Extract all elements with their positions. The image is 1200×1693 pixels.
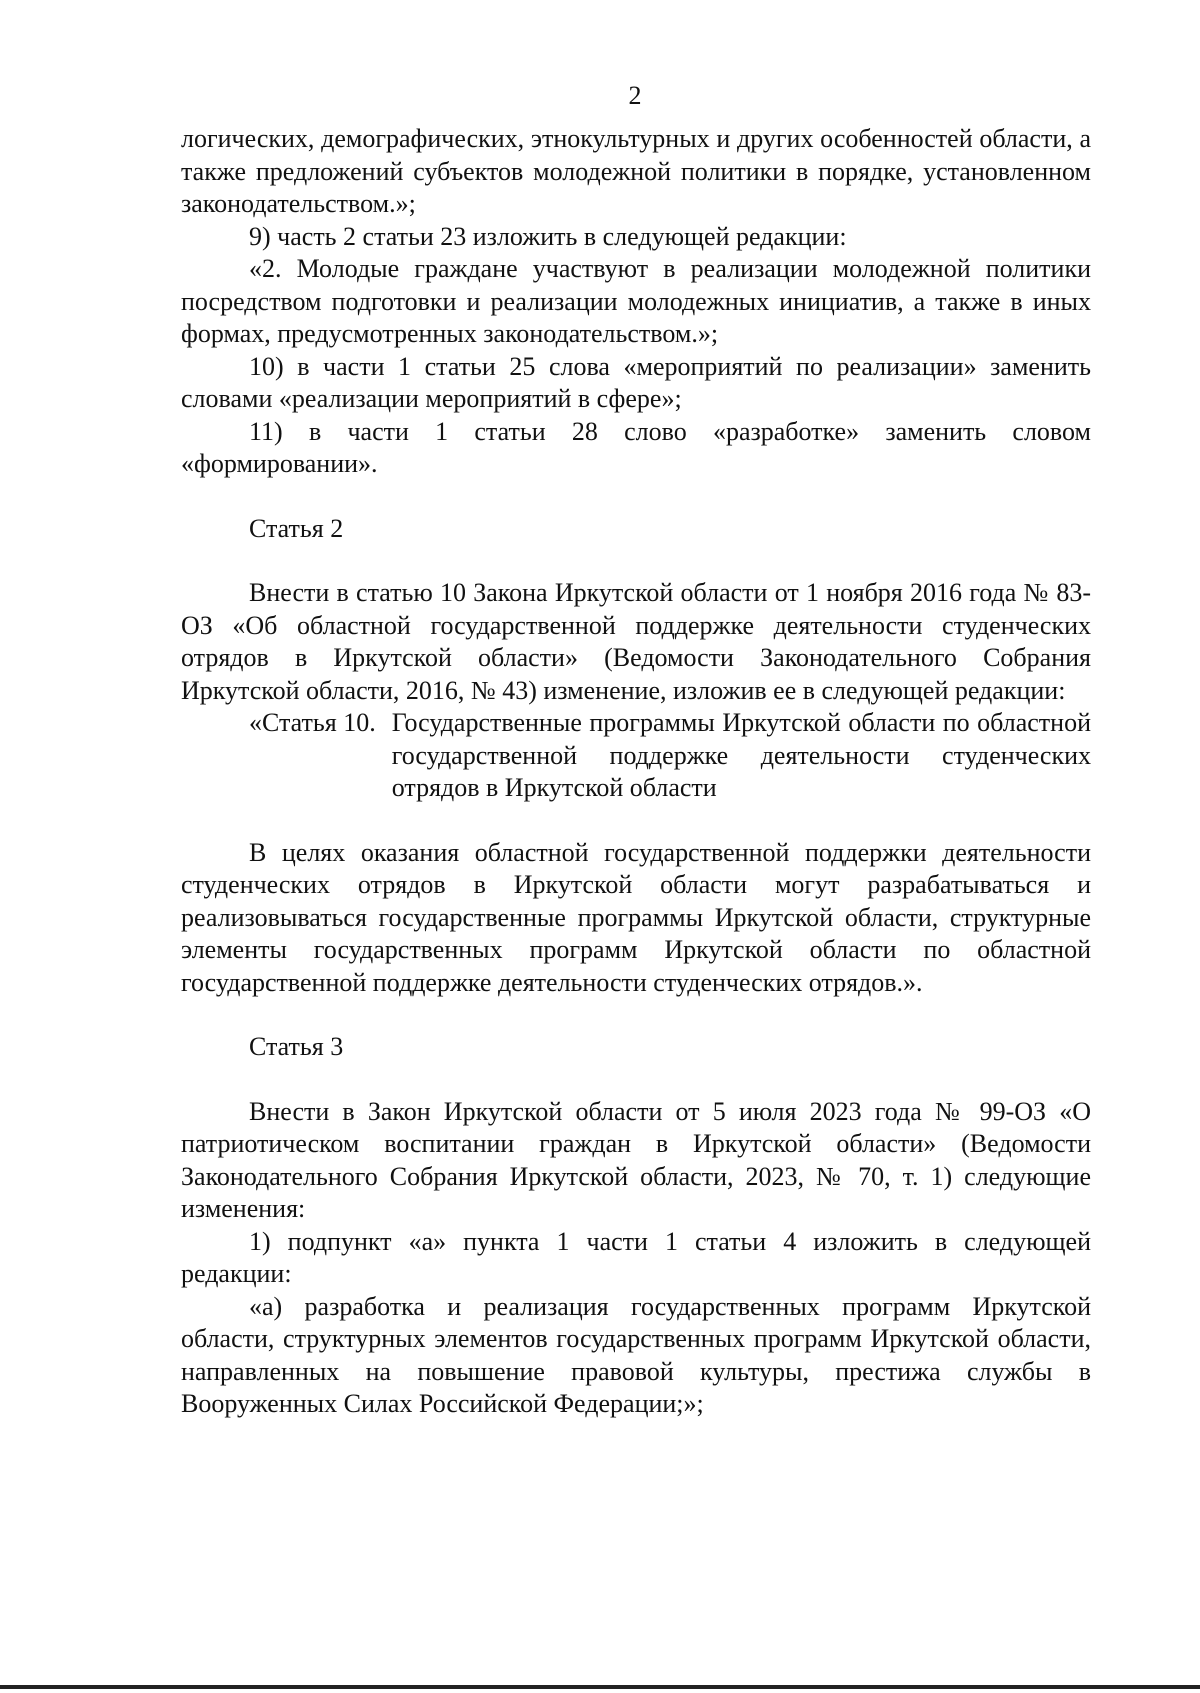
page-number: 2 [628,81,642,110]
paragraph-quote-part-2: «2. Молодые граждане участвуют в реализации молодежной политики посредством подготовки и реализации молодежных инициатив, а также в иных формах, предусмотренных законодательством.»; [181,254,1091,348]
document-body [181,123,1091,1421]
article-10-label: «Статья 10. [249,708,376,737]
paragraph-item-11: 11) в части 1 статьи 28 слово «разработке» заменить словом «формировании». [181,416,1091,478]
article-3-intro: Внести в Закон Иркутской области от 5 июля 2023 года № 99-ОЗ «О патриотическом воспитании граждан в Иркутской области» (Ведомости Законодательного Собрания Иркутской области, 2023, № 70, т. 1) следующие изменения: [181,1096,1091,1223]
article-3-heading: Статья 3 [249,1032,344,1061]
paragraph-item-9: 9) часть 2 статьи 23 изложить в следующей редакции: [249,221,847,251]
paragraph-item-10: 10) в части 1 статьи 25 слова «мероприятий по реализации» заменить словами «реализации мероприятий в сфере»; [181,351,1091,413]
article-10-body: В целях оказания областной государственной поддержки деятельности студенческих отрядов в Иркутской области могут разрабатываться и реализовываться государственные программы Иркутской области, структурные элементы государственных программ Иркутской области по областной государственной поддержке деятельности студенческих отрядов.». [181,837,1091,997]
bottom-border-line [0,1685,1200,1689]
article-2-intro: Внести в статью 10 Закона Иркутской области от 1 ноября 2016 года № 83-ОЗ «Об областной государственной поддержке деятельности студенческих отрядов в Иркутской области» (Ведомости Законодательного Собрания Иркутской области, 2016, № 43) изменение, изложив ее в следующей редакции: [181,578,1091,705]
article-3-item-1-text: «а) разработка и реализация государственных программ Иркутской области, структурных элементов государственных программ Иркутской области, направленных на повышение правовой культуры, престижа службы в Вооруженных Силах Российской Федерации;»; [181,1291,1091,1418]
article-2-heading: Статья 2 [249,513,344,543]
article-10-quoted-title [181,707,1091,805]
article-10-title-text: Государственные программы Иркутской области по областной государственной поддержке деятельности студенческих отрядов в Иркутской области [391,708,1091,802]
paragraph-continuation: логических, демографических, этнокультурных и других особенностей области, а также предложений субъектов молодежной политики в порядке, установленном законодательством.»; [181,124,1091,218]
article-3-item-1: 1) подпункт «а» пункта 1 части 1 статьи 4 изложить в следующей редакции: [181,1226,1091,1288]
